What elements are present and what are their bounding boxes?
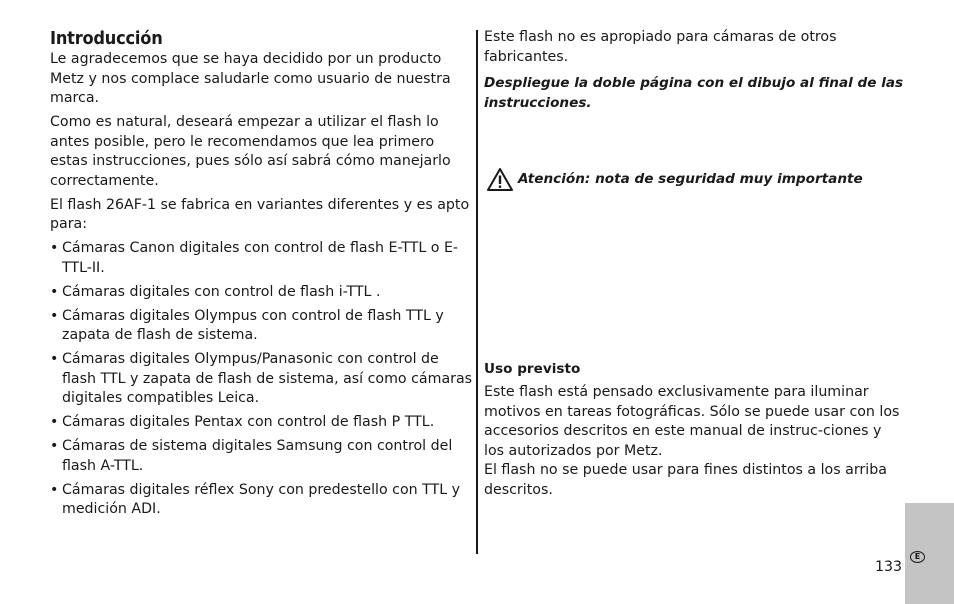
- list-item: • Cámaras digitales Olympus/Panasonic con control de flash TTL y zapata de flash de sistema, así como cámaras digitales compatibles Leica.: [50, 350, 474, 409]
- right-column: [484, 28, 904, 113]
- page-number: 133: [875, 559, 903, 575]
- section-title: Introducción: [50, 28, 163, 49]
- intended-use-body: [484, 383, 904, 500]
- intro-paragraph-1: Le agradecemos que se haya decidido por un producto Metz y nos complace saludarle como usuario de nuestra marca.: [50, 51, 451, 106]
- intro-paragraph-3: El flash 26AF-1 se fabrica en variantes diferentes y es apto para:: [50, 196, 470, 232]
- list-item: • Cámaras digitales réflex Sony con predestello con TTL y medición ADI.: [50, 481, 474, 520]
- intended-use-paragraph-2: El flash no se puede usar para fines distintos a los arriba descritos.: [484, 462, 887, 498]
- warning-triangle-icon: [486, 167, 514, 192]
- list-item: • Cámaras Canon digitales con control de flash E-TTL o E-TTL-II.: [50, 239, 474, 278]
- column-divider: [476, 30, 478, 554]
- foldout-note: Despliegue la doble página con el dibujo al final de las instrucciones.: [484, 75, 904, 111]
- camera-list: [50, 239, 474, 520]
- left-column: [50, 28, 474, 520]
- intended-use-heading: Uso previsto: [484, 361, 581, 377]
- warning-note: [486, 167, 863, 192]
- intended-use-paragraph-1: Este flash está pensado exclusivamente para iluminar motivos en tareas fotográficas. Sólo se puede usar con los accesorios descritos en este manual de instruc-ciones y los autorizados por Metz.: [484, 384, 900, 459]
- list-item: • Cámaras digitales Pentax con control de flash P TTL.: [50, 413, 474, 433]
- list-item: • Cámaras digitales Olympus con control de flash TTL y zapata de flash de sistema.: [50, 307, 474, 346]
- list-item: • Cámaras digitales con control de flash i-TTL .: [50, 283, 474, 303]
- list-item: • Cámaras de sistema digitales Samsung con control del flash A-TTL.: [50, 437, 474, 476]
- intro-paragraph-2: Como es natural, deseará empezar a utilizar el flash lo antes posible, pero le recomendamos que lea primero estas instrucciones, pues sólo así sabrá cómo manejarlo correctamente.: [50, 114, 451, 189]
- warning-text: Atención: nota de seguridad muy importante: [518, 170, 863, 187]
- compatibility-note: Este flash no es apropiado para cámaras de otros fabricantes.: [484, 29, 837, 65]
- language-badge: E: [910, 551, 925, 563]
